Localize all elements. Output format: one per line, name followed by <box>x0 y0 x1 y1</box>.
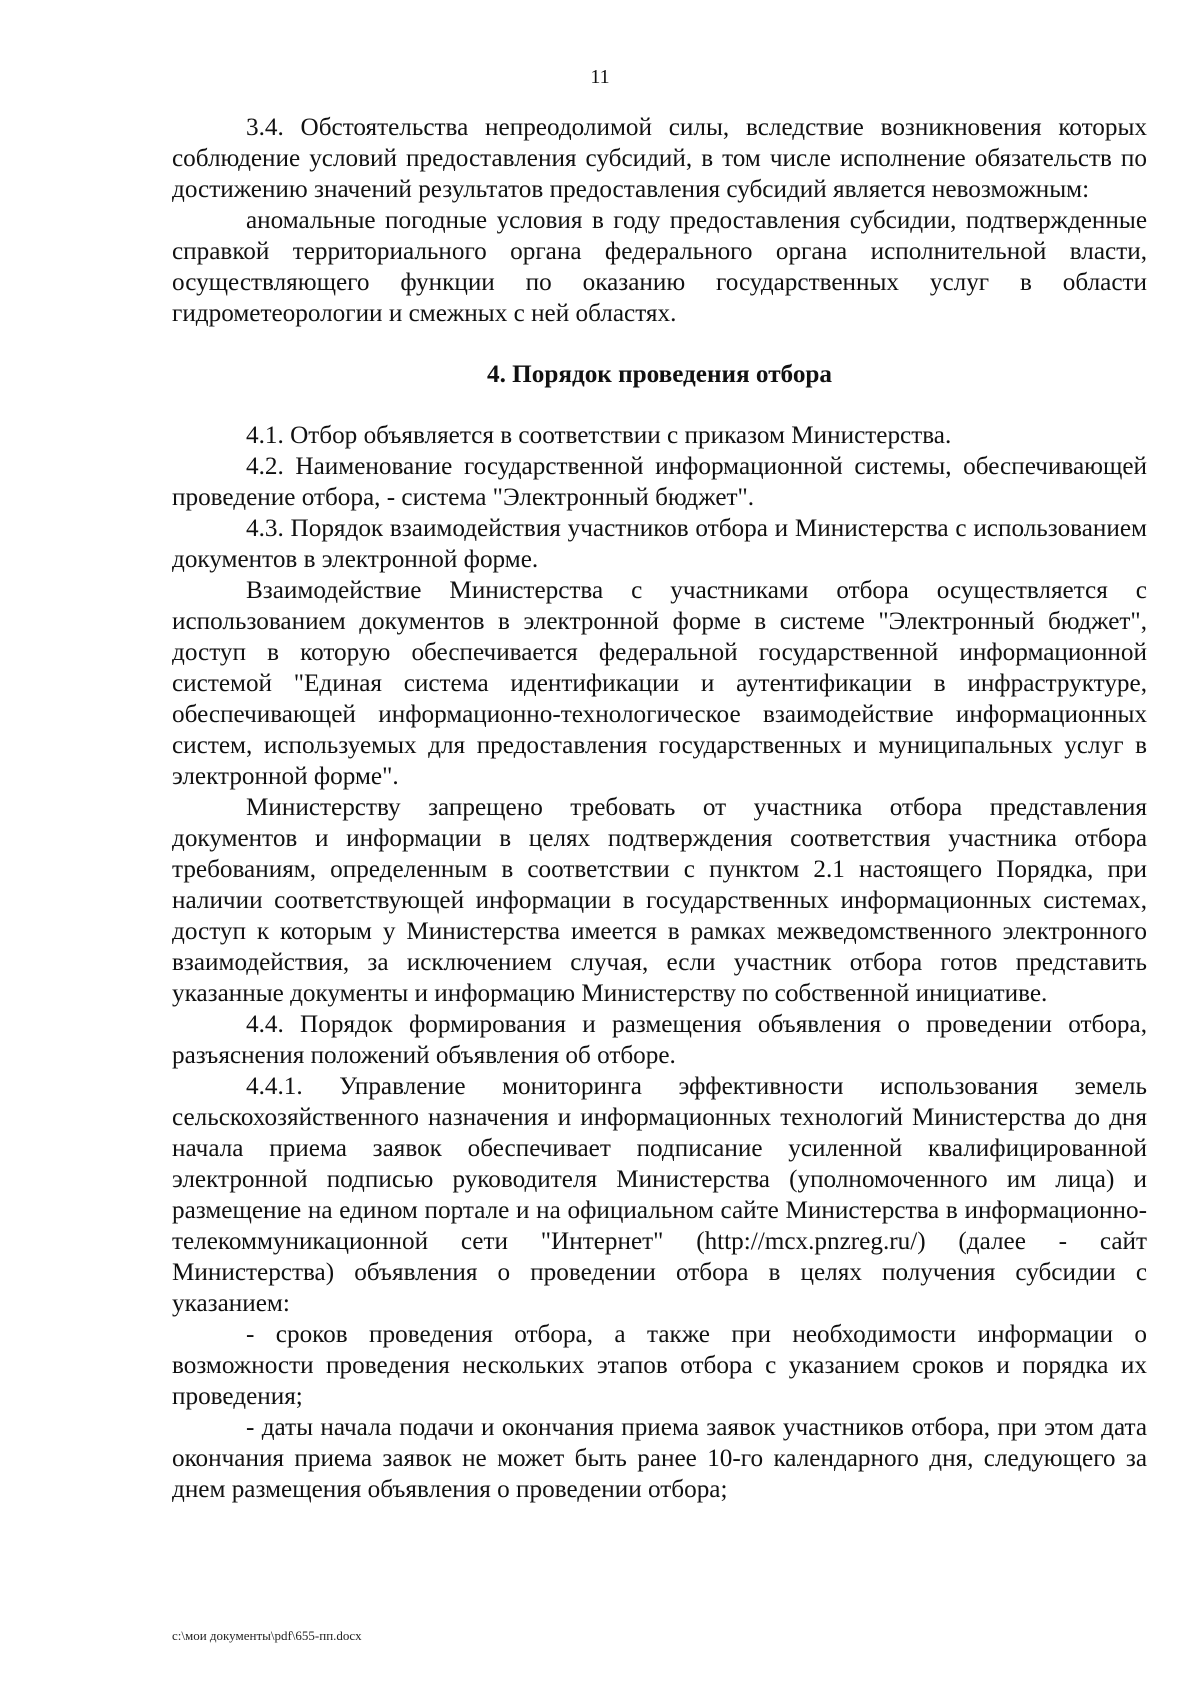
list-item-terms: - сроков проведения отбора, а также при необходимости информации о возможности проведения нескольких этапов отбора с указанием сроков и порядка их проведения; <box>172 1321 1147 1410</box>
section-heading: 4. Порядок проведения отбора <box>486 361 833 388</box>
document-body <box>172 112 1147 1505</box>
paragraph-4-1: 4.1. Отбор объявляется в соответствии с приказом Министерства. <box>246 422 952 449</box>
paragraph-3-4: 3.4. Обстоятельства непреодолимой силы, вследствие возникновения которых соблюдение условий предоставления субсидий, в том числе исполнение обязательств по достижению значений результатов предоставления субсидий является невозможным: <box>172 114 1147 203</box>
paragraph-4-4: 4.4. Порядок формирования и размещения объявления о проведении отбора, разъяснения положений объявления об отборе. <box>172 1011 1147 1069</box>
paragraph-4-4-1: 4.4.1. Управление мониторинга эффективности использования земель сельскохозяйственного назначения и информационных технологий Министерства до дня начала приема заявок обеспечивает подписание усиленной квалифицированной электронной подписью руководителя Министерства (уполномоченного им лица) и размещение на едином портале и на официальном сайте Министерства в информационно-телекоммуникационной сети "Интернет" (http://mcx.pnzreg.ru/) (далее - сайт Министерства) объявления о проведении отбора в целях получения субсидии с указанием: <box>172 1073 1147 1317</box>
paragraph-prohibition: Министерству запрещено требовать от участника отбора представления документов и информации в целях подтверждения соответствия участника отбора требованиям, определенным в соответствии с пунктом 2.1 настоящего Порядка, при наличии соответствующей информации в государственных информационных системах, доступ к которым у Министерства имеется в рамках межведомственного электронного взаимодействия, за исключением случая, если участник отбора готов представить указанные документы и информацию Министерству по собственной инициативе. <box>172 794 1147 1007</box>
paragraph-4-2: 4.2. Наименование государственной информационной системы, обеспечивающей проведение отбора, - система "Электронный бюджет". <box>172 453 1147 511</box>
list-item-dates: - даты начала подачи и окончания приема заявок участников отбора, при этом дата окончания приема заявок не может быть ранее 10-го календарного дня, следующего за днем размещения объявления о проведении отбора; <box>172 1414 1147 1503</box>
page-number: 11 <box>590 66 610 88</box>
paragraph-4-3: 4.3. Порядок взаимодействия участников отбора и Министерства с использованием документов в электронной форме. <box>172 515 1147 573</box>
paragraph-interaction: Взаимодействие Министерства с участниками отбора осуществляется с использованием документов в электронной форме в системе "Электронный бюджет", доступ в которую обеспечивается федеральной государственной информационной системой "Единая система идентификации и аутентификации в инфраструктуре, обеспечивающей информационно-технологическое взаимодействие информационных систем, используемых для предоставления государственных и муниципальных услуг в электронной форме". <box>172 577 1147 790</box>
paragraph-weather-conditions: аномальные погодные условия в году предоставления субсидии, подтвержденные справкой территориального органа федерального органа исполнительной власти, осуществляющего функции по оказанию государственных услуг в области гидрометеорологии и смежных с ней областях. <box>172 207 1147 327</box>
footer-file-path: c:\мои документы\pdf\655-пп.docx <box>172 1628 362 1643</box>
